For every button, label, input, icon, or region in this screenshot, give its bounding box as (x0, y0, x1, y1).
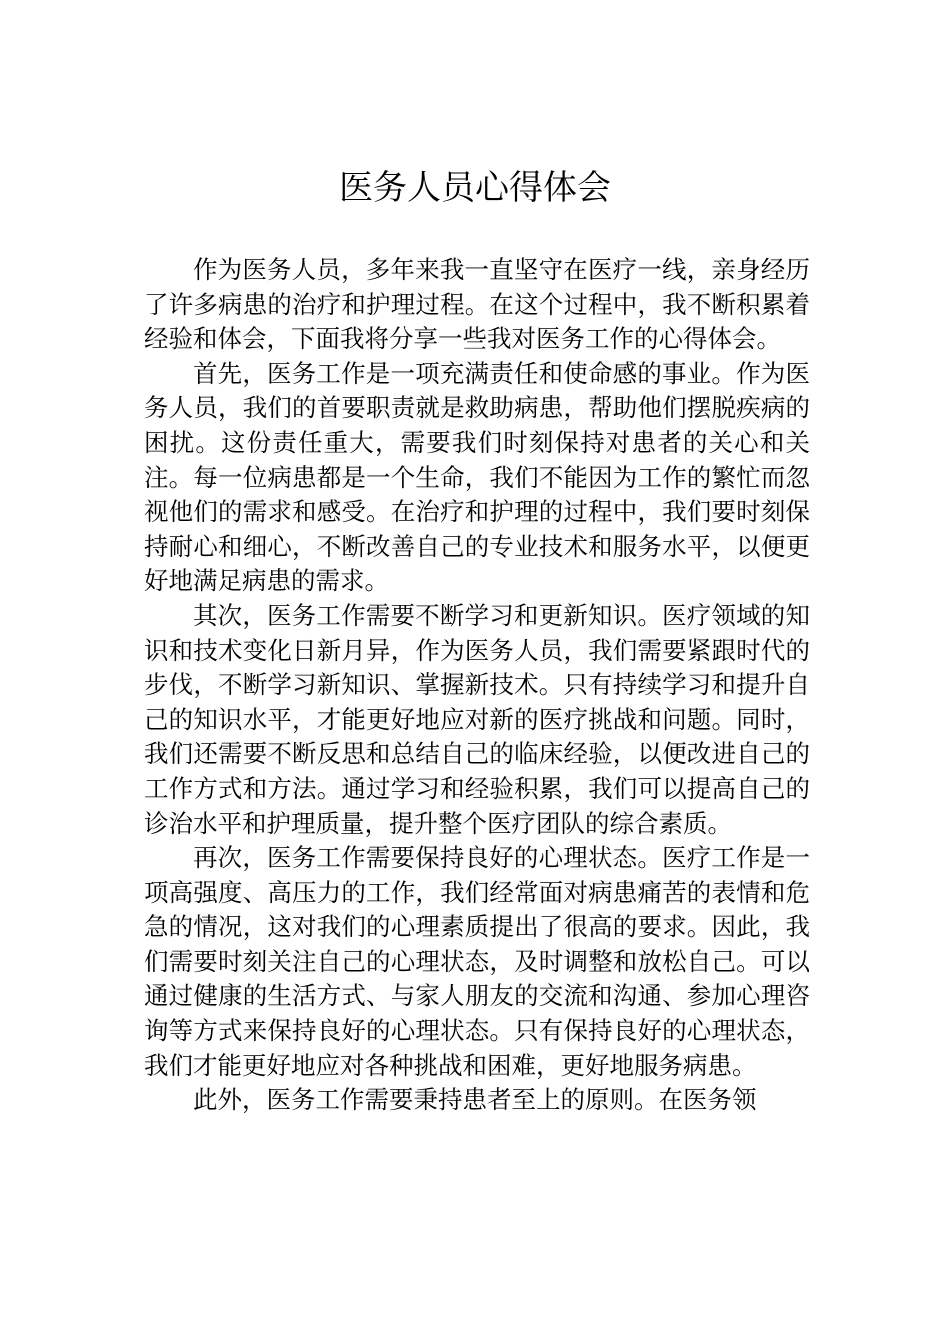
paragraph-3: 其次，医务工作需要不断学习和更新知识。医疗领域的知识和技术变化日新月异，作为医务人员，我们需要紧跟时代的步伐，不断学习新知识、掌握新技术。只有持续学习和提升自己的知识水平，才能更好地应对新的医疗挑战和问题。同时，我们还需要不断反思和总结自己的临床经验，以便改进自己的工作方式和方法。通过学习和经验积累，我们可以提高自己的诊治水平和护理质量，提升整个医疗团队的综合素质。 (144, 600, 810, 838)
paragraph-4: 再次，医务工作需要保持良好的心理状态。医疗工作是一项高强度、高压力的工作，我们经常面对病患痛苦的表情和危急的情况，这对我们的心理素质提出了很高的要求。因此，我们需要时刻关注自己的心理状态，及时调整和放松自己。可以通过健康的生活方式、与家人朋友的交流和沟通、参加心理咨询等方式来保持良好的心理状态。只有保持良好的心理状态，我们才能更好地应对各种挑战和困难，更好地服务病患。 (144, 843, 810, 1080)
paragraph-2: 首先，医务工作是一项充满责任和使命感的事业。作为医务人员，我们的首要职责就是救助病患，帮助他们摆脱疾病的困扰。这份责任重大，需要我们时刻保持对患者的关心和关注。每一位病患都是一个生命，我们不能因为工作的繁忙而忽视他们的需求和感受。在治疗和护理的过程中，我们要时刻保持耐心和细心，不断改善自己的专业技术和服务水平，以便更好地满足病患的需求。 (144, 358, 810, 596)
paragraph-1: 作为医务人员，多年来我一直坚守在医疗一线，亲身经历了许多病患的治疗和护理过程。在这个过程中，我不断积累着经验和体会，下面我将分享一些我对医务工作的心得体会。 (144, 255, 810, 354)
paragraph-5: 此外，医务工作需要秉持患者至上的原则。在医务领 (193, 1085, 757, 1115)
document-body (144, 253, 810, 1118)
document-title: 医务人员心得体会 (339, 168, 611, 208)
